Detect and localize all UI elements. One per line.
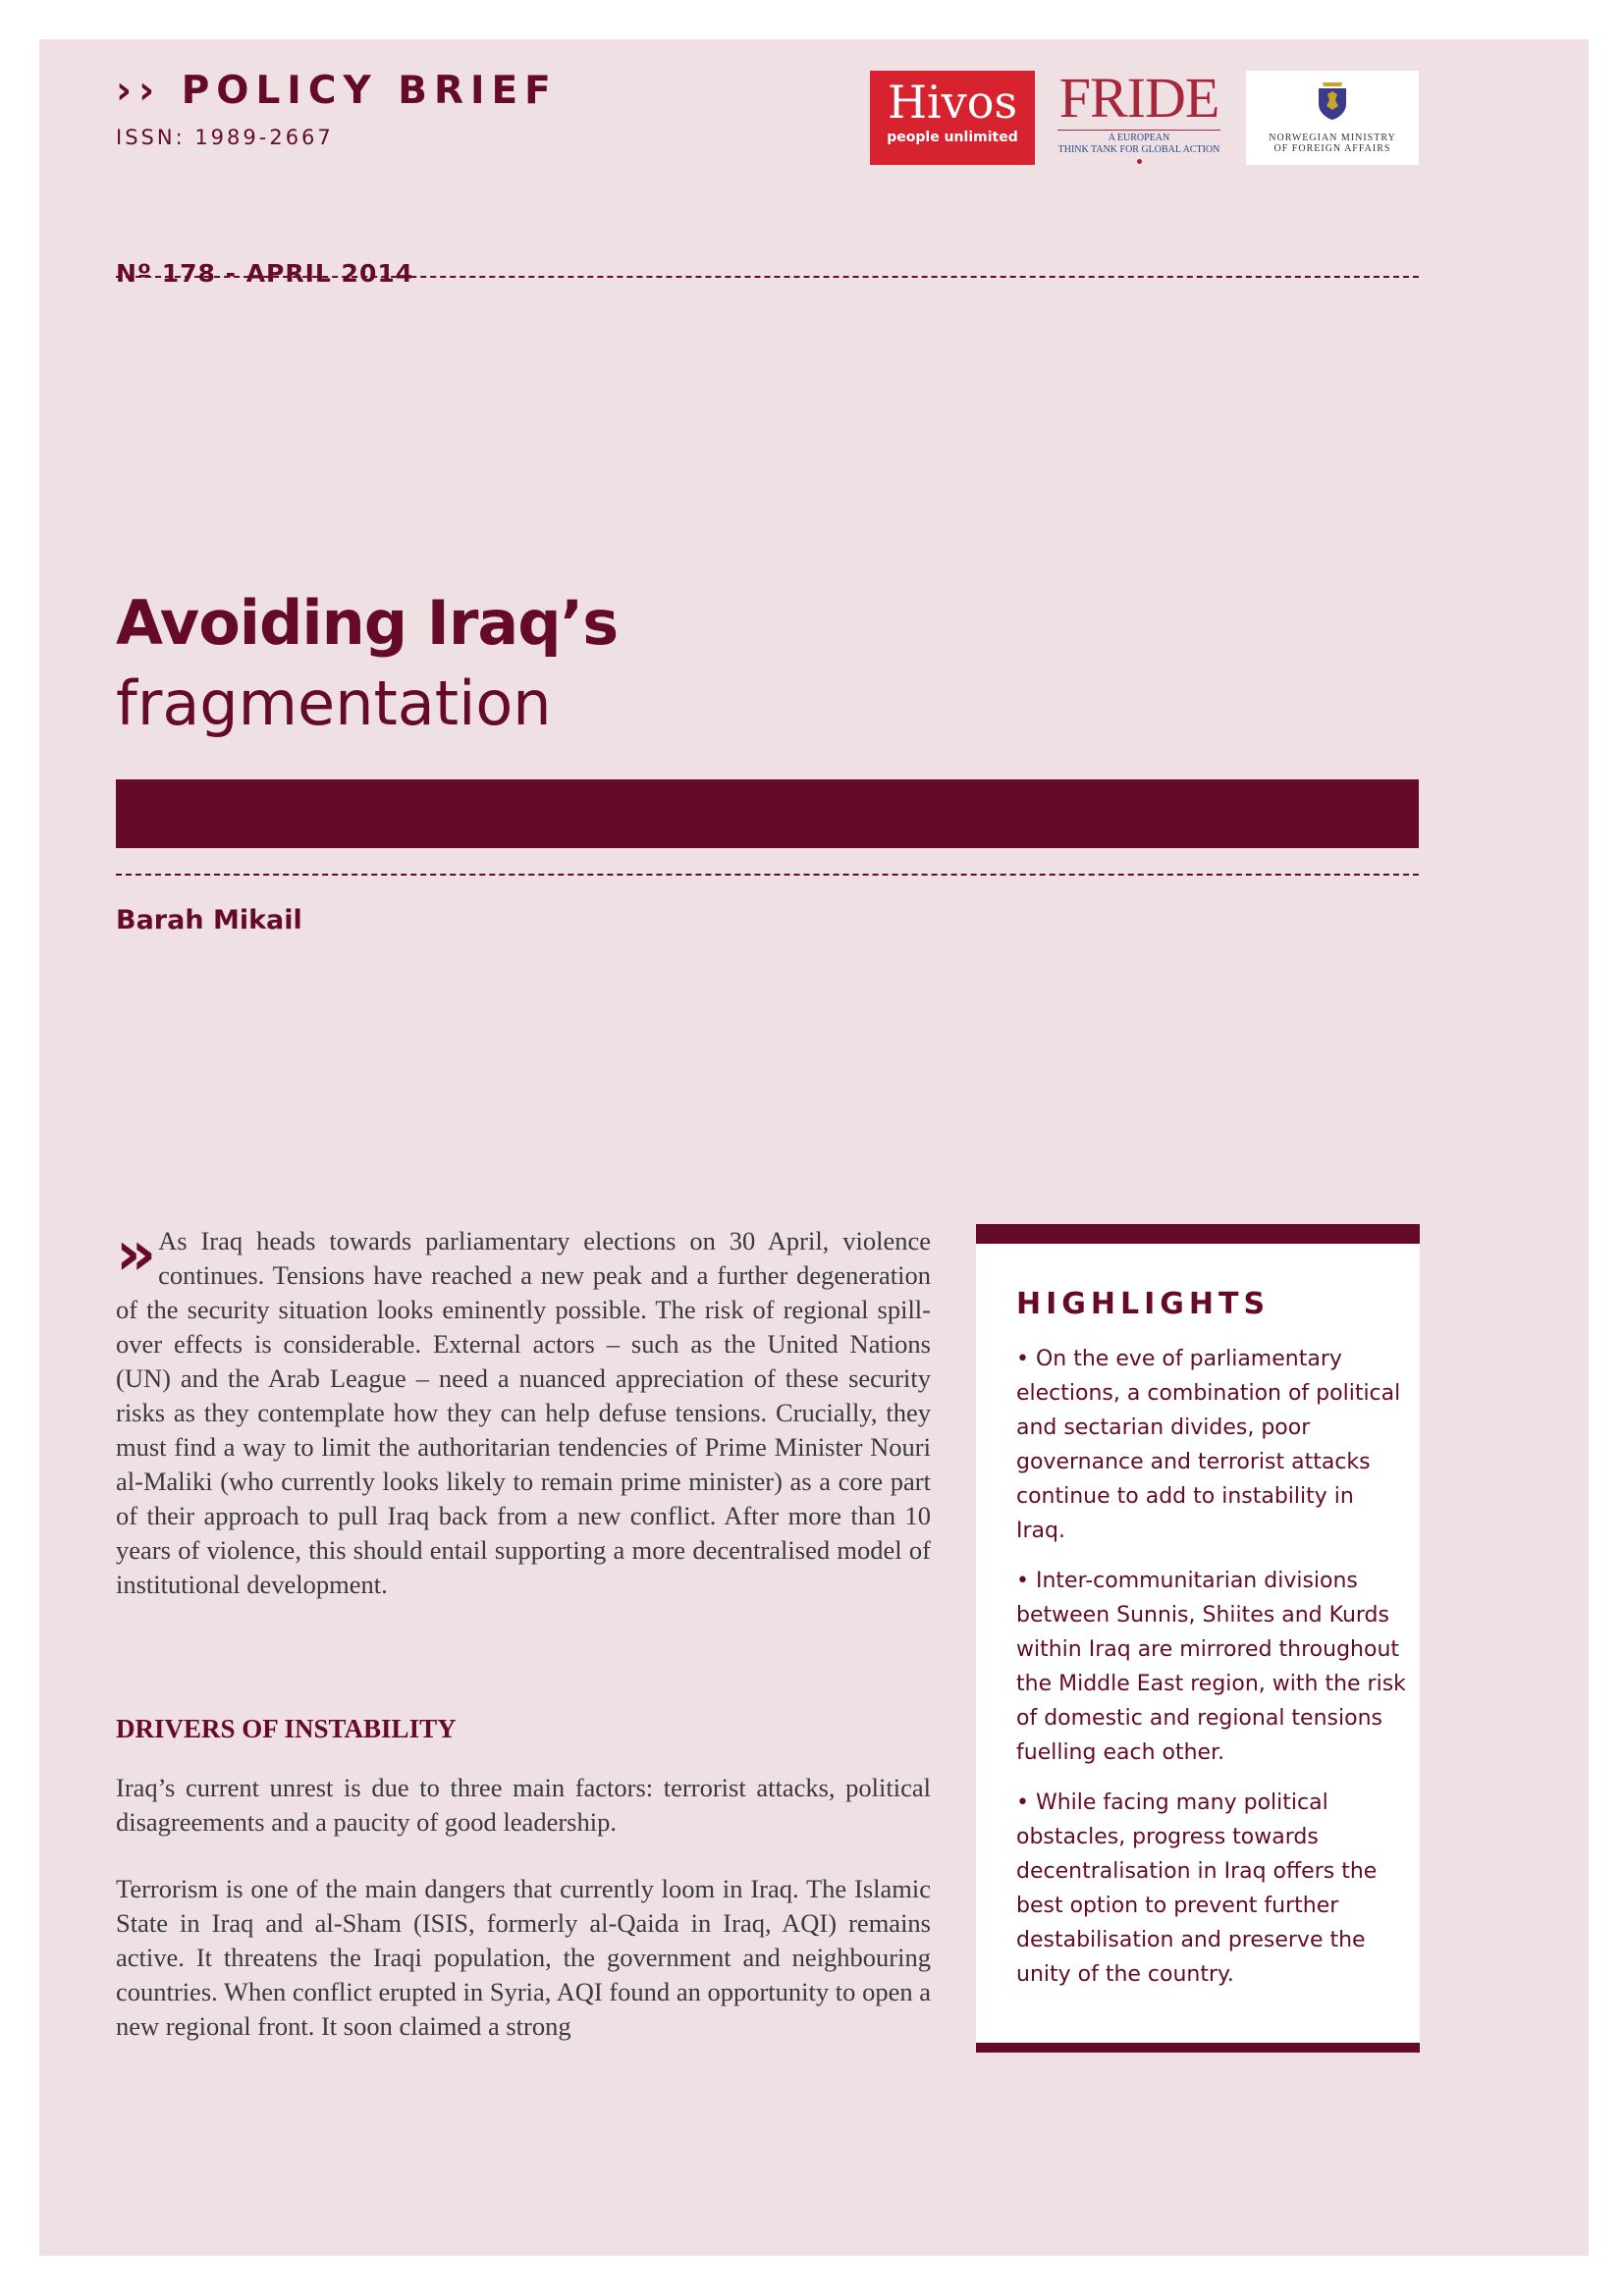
lead-paragraph bbox=[116, 1217, 931, 1602]
fride-logo bbox=[1048, 66, 1230, 167]
norway-logo-line1: NORWEGIAN MINISTRY bbox=[1269, 133, 1396, 143]
body-paragraph-2: Terrorism is one of the main dangers that currently loom in Iraq. The Islamic State in Iraq and al-Sham (ISIS, formerly al-Qaida in Iraq, AQI) remains active. It threatens the Iraqi population, the government and neighbouring countries. When conflict erupted in Syria, AQI found an opportunity to open a new regional front. It soon claimed a strong bbox=[116, 1874, 931, 2041]
title-line-1: Avoiding Iraq’s bbox=[116, 587, 619, 659]
lead-text: As Iraq heads towards parliamentary elections on 30 April, violence continues. Tensions have reached a new peak and a further degeneration of the security situation looks eminently possible. The risk of regional spill-over effects is considerable. External actors – such as the United Nations (UN) and the Arab League – need a nuanced appreciation of these security risks as they contemplate how they can help defuse tensions. Crucially, they must find a way to limit the authoritarian tendencies of Prime Minister Nouri al-Maliki (who currently looks likely to remain prime minister) as a core part of their approach to pull Iraq back from a new conflict. After more than 10 years of violence, this should entail supporting a more decentralised model of institutional development. bbox=[116, 1226, 931, 1599]
highlight-item: • On the eve of parliamentary elections, a combination of political and sectarian divides, poor governance and terrorist attacks continue to add to instability in Iraq. bbox=[1016, 1347, 1401, 1543]
highlights-top-bar bbox=[976, 1224, 1420, 1244]
hivos-logo-name: Hivos bbox=[887, 76, 1018, 129]
fride-logo-dot bbox=[1137, 159, 1142, 164]
highlights-box bbox=[976, 1224, 1420, 2053]
document-type-label: ›› POLICY BRIEF bbox=[116, 69, 558, 113]
double-chevron-icon: ›› bbox=[116, 1217, 147, 1289]
norway-logo-line2: OF FOREIGN AFFAIRS bbox=[1273, 143, 1391, 154]
highlights-bottom-bar bbox=[976, 2043, 1420, 2053]
highlights-heading: HIGHLIGHTS bbox=[1016, 1287, 1271, 1321]
author-name: Barah Mikail bbox=[116, 905, 302, 935]
fride-logo-rule bbox=[1057, 130, 1220, 131]
fride-logo-line1: A EUROPEAN bbox=[1108, 133, 1170, 143]
highlight-item: • Inter-communitarian divisions between Sunnis, Shiites and Kurds within Iraq are mirrored throughout the Middle East region, with the risk of domestic and regional tensions fuelling each other. bbox=[1016, 1569, 1406, 1765]
fride-logo-name: FRIDE bbox=[1058, 66, 1219, 130]
hivos-logo-tagline: people unlimited bbox=[887, 130, 1018, 145]
norway-coat-of-arms-icon bbox=[1315, 79, 1350, 122]
hivos-logo bbox=[870, 71, 1035, 165]
highlight-item: • While facing many political obstacles, progress towards decentralisation in Iraq offers the best option to prevent further destabilisation and preserve the unity of the country. bbox=[1016, 1790, 1378, 1987]
fride-logo-line2: THINK TANK FOR GLOBAL ACTION bbox=[1057, 144, 1220, 155]
issn: ISSN: 1989-2667 bbox=[116, 126, 334, 149]
body-paragraph-1: Iraq’s current unrest is due to three main factors: terrorist attacks, political disagreements and a paucity of good leadership. bbox=[116, 1773, 931, 1837]
title-line-2: fragmentation bbox=[116, 667, 552, 739]
issue-number: Nº 178 - APRIL 2014 bbox=[116, 259, 414, 288]
title-bar bbox=[116, 779, 1419, 848]
section-heading: DRIVERS OF INSTABILITY bbox=[116, 1714, 457, 1743]
highlights-list bbox=[1016, 1342, 1409, 2007]
norway-ministry-logo bbox=[1246, 71, 1419, 165]
divider-author bbox=[116, 874, 1419, 876]
